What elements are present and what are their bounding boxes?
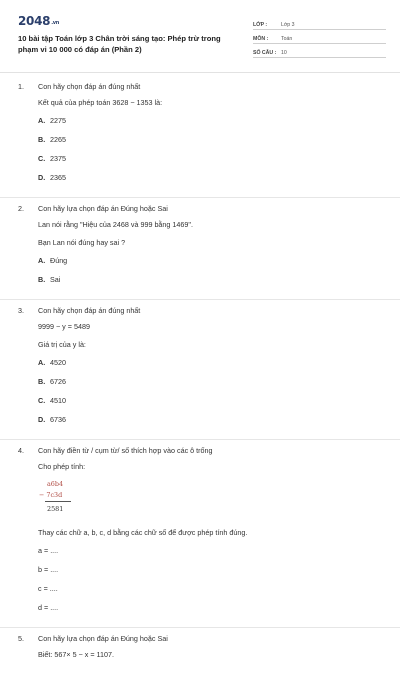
meta-row-subject <box>253 31 386 44</box>
option-key: A. <box>38 116 46 125</box>
blank-c[interactable]: c = .... <box>38 584 58 593</box>
option-key: B. <box>38 275 46 284</box>
question-3 <box>0 300 400 440</box>
meta-label: LỚP : <box>253 22 268 28</box>
question-text: Bạn Lan nói đúng hay sai ? <box>38 238 126 247</box>
option-a[interactable] <box>38 256 211 266</box>
option-text: 2275 <box>50 116 66 125</box>
logo-suffix: .vn <box>51 20 60 26</box>
question-text: Giá trị của y là: <box>38 340 86 349</box>
question-prompt: Con hãy lựa chọn đáp án Đúng hoặc Sai <box>38 634 168 643</box>
option-key: C. <box>38 396 46 405</box>
meta-value: Toán <box>281 36 293 42</box>
question-prompt: Con hãy chọn đáp án đúng nhất <box>38 306 141 315</box>
question-text: Thay các chữ a, b, c, d bằng các chữ số để được phép tính đúng. <box>38 528 248 537</box>
meta-row-class <box>253 17 386 30</box>
question-header <box>18 204 382 214</box>
question-number: 5. <box>18 634 24 643</box>
option-key: C. <box>38 154 46 163</box>
header-divider <box>0 72 400 73</box>
option-a[interactable] <box>38 358 211 368</box>
question-prompt: Con hãy điền từ / cụm từ/ số thích hợp vào các ô trống <box>38 446 213 455</box>
question-header <box>18 306 382 316</box>
option-c[interactable] <box>38 154 211 164</box>
option-text: 2365 <box>50 173 66 182</box>
question-2 <box>0 198 400 300</box>
option-a[interactable] <box>38 116 211 126</box>
blank-b[interactable]: b = .... <box>38 565 59 574</box>
option-d[interactable] <box>38 173 211 183</box>
question-header <box>18 446 382 456</box>
calc-result: 2581 <box>47 505 64 513</box>
option-text: 6726 <box>50 377 66 386</box>
option-text: 2265 <box>50 135 66 144</box>
option-text: 6736 <box>50 415 66 424</box>
option-text: 4520 <box>50 358 66 367</box>
option-key: D. <box>38 173 46 182</box>
option-key: A. <box>38 358 46 367</box>
question-number: 2. <box>18 204 24 213</box>
question-prompt: Con hãy chọn đáp án đúng nhất <box>38 82 141 91</box>
meta-value: 10 <box>281 50 287 56</box>
calc-subtrahend: − 7c3d <box>39 491 63 499</box>
answer-options <box>38 256 382 294</box>
site-logo[interactable] <box>18 14 59 28</box>
question-text: Cho phép tính: <box>38 462 86 471</box>
question-prompt: Con hãy lựa chọn đáp án Đúng hoặc Sai <box>38 204 168 213</box>
question-4 <box>0 440 400 628</box>
meta-value: Lớp 3 <box>281 22 295 28</box>
option-key: B. <box>38 135 46 144</box>
logo-main: 2048 <box>18 14 51 28</box>
calc-minuend: a6b4 <box>47 480 64 488</box>
question-text: 9999 − y = 5489 <box>38 322 90 331</box>
option-key: B. <box>38 377 46 386</box>
question-number: 3. <box>18 306 24 315</box>
question-number: 1. <box>18 82 24 91</box>
answer-options <box>38 116 382 192</box>
question-text: Kết quả của phép toán 3628 − 1353 là: <box>38 98 163 107</box>
document-header <box>18 14 386 64</box>
meta-label: MÔN : <box>253 36 269 42</box>
question-text: Lan nói rằng "Hiệu của 2468 và 999 bằng 1469". <box>38 220 193 229</box>
option-key: D. <box>38 415 46 424</box>
blank-d[interactable]: d = .... <box>38 603 59 612</box>
subtraction-calculation <box>39 480 79 520</box>
meta-info <box>253 17 386 59</box>
option-text: Sai <box>50 275 61 284</box>
question-header <box>18 634 382 644</box>
question-number: 4. <box>18 446 24 455</box>
option-key: A. <box>38 256 46 265</box>
option-b[interactable] <box>38 275 211 285</box>
option-c[interactable] <box>38 396 211 406</box>
meta-row-count <box>253 45 386 58</box>
option-text: 4510 <box>50 396 66 405</box>
option-d[interactable] <box>38 415 211 425</box>
option-b[interactable] <box>38 377 211 387</box>
document-title: 10 bài tập Toán lớp 3 Chân trời sáng tạo: Phép trừ trong phạm vi 10 000 có đáp án (Phần 2) <box>18 34 221 54</box>
option-b[interactable] <box>38 135 211 145</box>
question-1 <box>0 76 400 198</box>
question-5 <box>0 628 400 673</box>
meta-label: SỐ CÂU : <box>253 50 277 56</box>
question-list <box>0 76 400 673</box>
calc-line <box>45 501 71 502</box>
question-text: Biết: 567× 5 − x = 1107. <box>38 650 114 659</box>
option-text: Đúng <box>50 256 68 265</box>
option-text: 2375 <box>50 154 66 163</box>
answer-options <box>38 358 382 434</box>
blank-a[interactable]: a = .... <box>38 546 59 555</box>
question-header <box>18 82 382 92</box>
